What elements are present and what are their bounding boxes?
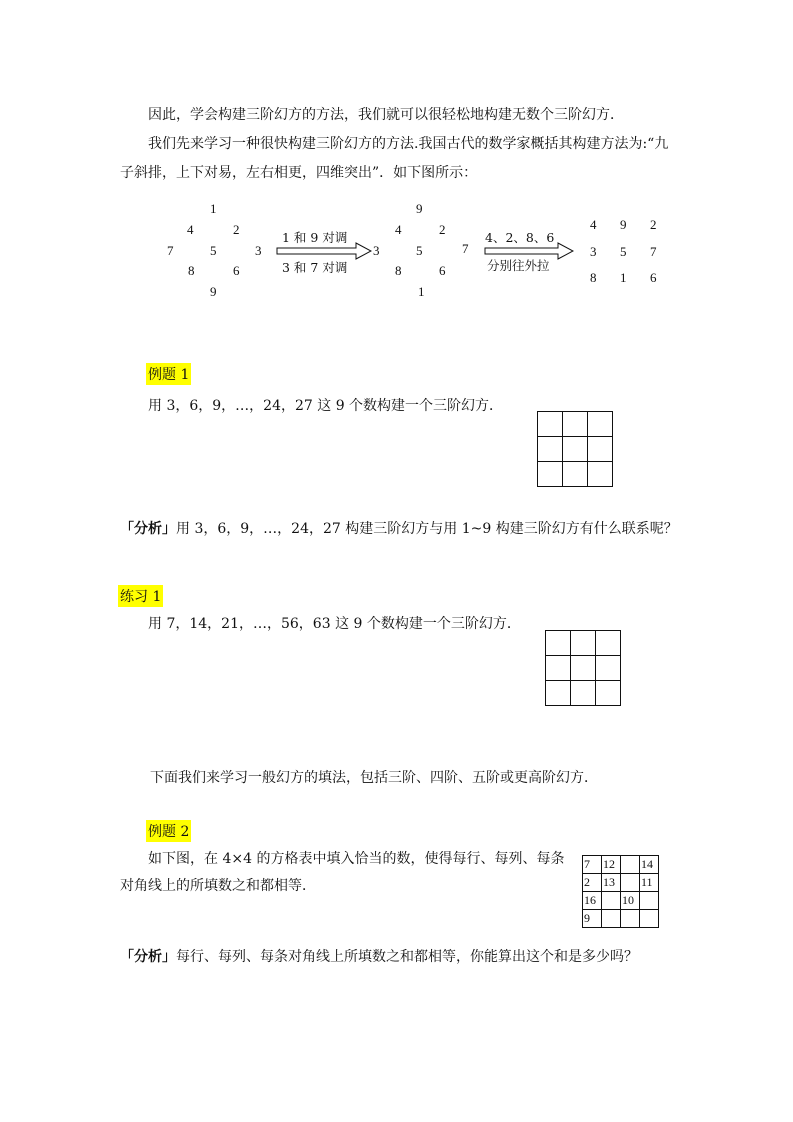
grid-cell [640,892,659,910]
arrow1-top-label: 1 和 9 对调 [282,230,348,245]
grid-cell: 9 [583,910,602,928]
intro-line-2: 我们先来学习一种很快构建三阶幻方的方法.我国古代的数学家概括其构建方法为:“九 [148,136,669,152]
stage3-number: 2 [650,217,657,232]
grid-cell [640,910,659,928]
grid-cell [571,656,596,681]
stage1-number: 3 [255,243,262,258]
example1-analysis [120,518,678,538]
grid-cell [596,631,621,656]
arrow1-bottom-label: 3 和 7 对调 [282,260,348,275]
stage2-number: 9 [416,201,423,216]
practice1-tag: 练习 1 [118,585,163,607]
practice1-text: 用 7，14，21，…，56，63 这 9 个数构建一个三阶幻方． [148,616,521,632]
stage2-number: 7 [462,241,469,256]
intro-line-1: 因此，学会构建三阶幻方的方法，我们就可以很轻松地构建无数个三阶幻方． [148,107,624,123]
grid-cell [563,437,588,462]
example1-text: 用 3，6，9，…，24，27 这 9 个数构建一个三阶幻方． [148,398,504,414]
stage1-number: 1 [210,201,217,216]
grid-cell [538,412,563,437]
stage1-number: 7 [167,243,174,258]
grid-cell [621,874,640,892]
arrow2-top-label: 4、2、8、6 [485,230,555,245]
grid-cell: 10 [621,892,640,910]
stage1-number: 6 [233,263,240,278]
intro-line-3: 子斜排，上下对易，左右相更，四维突出”．如下图所示： [120,165,478,181]
grid-cell [538,462,563,487]
grid-cell: 16 [583,892,602,910]
grid-cell [596,681,621,706]
grid-cell [571,681,596,706]
stage3-number: 1 [620,270,627,285]
example2-magic-square-grid [582,855,659,928]
grid-cell [588,437,613,462]
stage1-number: 2 [233,222,240,237]
grid-cell [563,462,588,487]
stage2-number: 8 [395,263,402,278]
grid-cell: 11 [640,874,659,892]
stage2-number: 5 [416,243,423,258]
grid-cell: 14 [640,856,659,874]
grid-cell [546,681,571,706]
stage1-number: 9 [210,284,217,299]
grid-cell: 12 [602,856,621,874]
stage3-number: 4 [590,217,597,232]
grid-cell [588,462,613,487]
grid-cell: 7 [583,856,602,874]
analysis-text: 每行、每列、每条对角线上所填数之和都相等，你能算出这个和是多少吗？ [176,949,638,965]
stage3-number: 8 [590,270,597,285]
analysis-text: 用 3，6，9，…，24，27 构建三阶幻方与用 1~9 构建三阶幻方有什么联系呢？ [176,521,678,537]
example2-tag: 例题 2 [146,820,191,842]
analysis-label: 「分析」 [120,521,176,537]
example2-analysis [120,946,638,966]
grid-cell [602,910,621,928]
grid-cell [596,656,621,681]
stage2-number: 3 [373,243,380,258]
grid-cell [563,412,588,437]
stage2-number: 2 [439,222,446,237]
example1-tag: 例题 1 [146,363,191,385]
grid-cell [546,656,571,681]
stage3-number: 3 [590,244,597,259]
arrow2-bottom-label: 分别往外拉 [487,258,550,273]
grid-cell: 13 [602,874,621,892]
stage2-number: 6 [439,263,446,278]
stage2-number: 1 [418,284,425,299]
grid-cell [538,437,563,462]
stage1-number: 8 [188,263,195,278]
grid-cell [602,892,621,910]
grid-cell: 2 [583,874,602,892]
stage3-number: 9 [620,217,627,232]
stage3-number: 5 [620,244,627,259]
grid-cell [546,631,571,656]
stage1-number: 4 [187,222,194,237]
stage1-number: 5 [210,243,217,258]
practice1-empty-grid [545,630,621,706]
grid-cell [588,412,613,437]
stage3-number: 6 [650,270,657,285]
grid-cell [571,631,596,656]
stage2-number: 4 [395,222,402,237]
example2-text-line1: 如下图，在 4×4 的方格表中填入恰当的数，使得每行、每列、每条 [148,851,565,867]
example1-empty-grid [537,411,613,487]
analysis-label: 「分析」 [120,949,176,965]
grid-cell [621,910,640,928]
stage3-number: 7 [650,244,657,259]
grid-cell [621,856,640,874]
transition-text: 下面我们来学习一般幻方的填法，包括三阶、四阶、五阶或更高阶幻方． [150,770,598,786]
example2-text-line2: 对角线上的所填数之和都相等． [120,878,316,894]
